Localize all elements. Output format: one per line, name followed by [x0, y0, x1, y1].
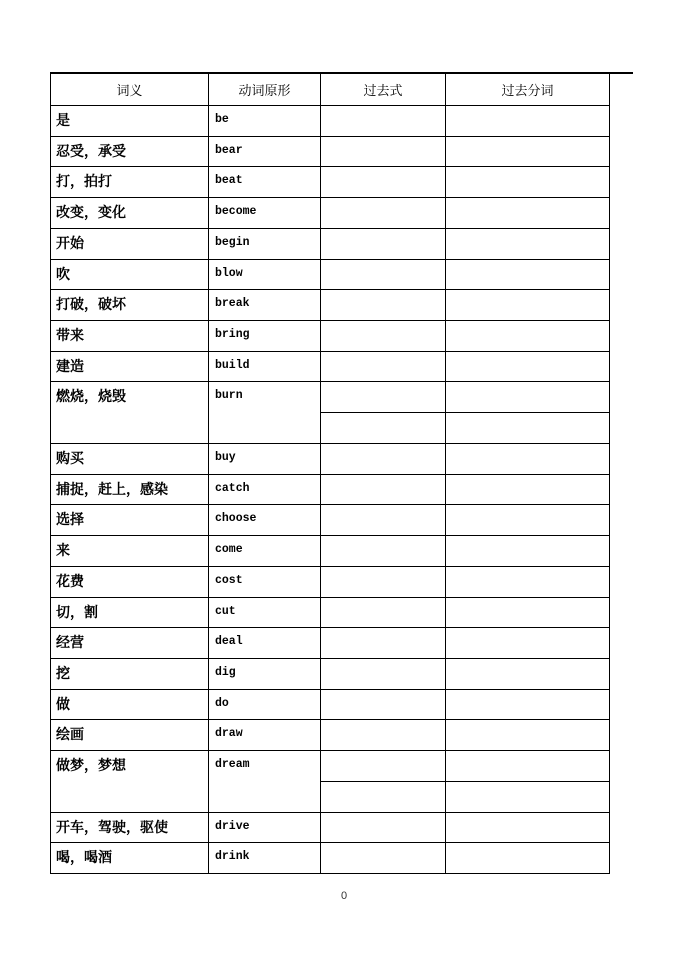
base-form-cell: catch [209, 474, 321, 505]
table-row [51, 259, 610, 290]
meaning-cell: 切，割 [51, 597, 209, 628]
table-row [51, 321, 610, 352]
past-participle-cell[interactable] [446, 566, 610, 597]
past-tense-cell[interactable] [321, 505, 446, 536]
meaning-cell: 购买 [51, 443, 209, 474]
base-form-cell: blow [209, 259, 321, 290]
header-past-participle: 过去分词 [446, 74, 610, 106]
base-form-cell: be [209, 106, 321, 137]
base-form-cell: break [209, 290, 321, 321]
past-tense-cell[interactable] [321, 658, 446, 689]
table-row [51, 566, 610, 597]
past-participle-cell[interactable] [446, 720, 610, 751]
base-form-cell: buy [209, 443, 321, 474]
base-form-cell: begin [209, 228, 321, 259]
table-row [51, 658, 610, 689]
base-form-cell: dig [209, 658, 321, 689]
past-tense-cell[interactable] [321, 106, 446, 137]
base-form-cell: deal [209, 628, 321, 659]
table-row [51, 198, 610, 229]
meaning-cell: 来 [51, 536, 209, 567]
base-form-cell: build [209, 351, 321, 382]
header-base-form: 动词原形 [209, 74, 321, 106]
past-tense-cell-variant-2[interactable] [321, 413, 446, 444]
meaning-cell: 打，拍打 [51, 167, 209, 198]
meaning-cell: 吹 [51, 259, 209, 290]
past-tense-cell[interactable] [321, 812, 446, 843]
meaning-cell: 带来 [51, 321, 209, 352]
meaning-cell: 是 [51, 106, 209, 137]
past-participle-cell[interactable] [446, 505, 610, 536]
meaning-cell: 捕捉，赶上，感染 [51, 474, 209, 505]
past-participle-cell-variant-2[interactable] [446, 781, 610, 812]
base-form-cell: burn [209, 382, 321, 443]
table-row [51, 228, 610, 259]
table-row [51, 536, 610, 567]
past-participle-cell[interactable] [446, 628, 610, 659]
past-tense-cell[interactable] [321, 628, 446, 659]
meaning-cell: 开始 [51, 228, 209, 259]
base-form-cell: drink [209, 843, 321, 874]
past-tense-cell[interactable] [321, 351, 446, 382]
meaning-cell: 开车，驾驶，驱使 [51, 812, 209, 843]
past-participle-cell[interactable] [446, 351, 610, 382]
base-form-cell: choose [209, 505, 321, 536]
past-tense-cell[interactable] [321, 259, 446, 290]
base-form-cell: come [209, 536, 321, 567]
table-row [51, 505, 610, 536]
past-participle-cell[interactable] [446, 536, 610, 567]
meaning-cell: 挖 [51, 658, 209, 689]
meaning-cell: 做 [51, 689, 209, 720]
past-tense-cell[interactable] [321, 720, 446, 751]
base-form-cell: bear [209, 136, 321, 167]
past-participle-cell[interactable] [446, 106, 610, 137]
past-tense-cell[interactable] [321, 597, 446, 628]
past-participle-cell[interactable] [446, 198, 610, 229]
table-row [51, 106, 610, 137]
meaning-cell: 忍受，承受 [51, 136, 209, 167]
past-participle-cell[interactable] [446, 689, 610, 720]
meaning-cell: 绘画 [51, 720, 209, 751]
table-row-split-top [51, 382, 610, 413]
past-tense-cell[interactable] [321, 228, 446, 259]
past-tense-cell[interactable] [321, 321, 446, 352]
meaning-cell: 改变，变化 [51, 198, 209, 229]
meaning-cell: 经营 [51, 628, 209, 659]
past-participle-cell[interactable] [446, 658, 610, 689]
irregular-verbs-table [50, 73, 610, 874]
past-tense-cell[interactable] [321, 843, 446, 874]
past-tense-cell-variant-1[interactable] [321, 751, 446, 782]
meaning-cell: 打破，破坏 [51, 290, 209, 321]
table-row [51, 167, 610, 198]
meaning-cell: 选择 [51, 505, 209, 536]
past-participle-cell[interactable] [446, 167, 610, 198]
past-tense-cell[interactable] [321, 443, 446, 474]
table-row [51, 474, 610, 505]
past-participle-cell[interactable] [446, 843, 610, 874]
past-tense-cell-variant-1[interactable] [321, 382, 446, 413]
past-participle-cell[interactable] [446, 228, 610, 259]
base-form-cell: drive [209, 812, 321, 843]
past-tense-cell-variant-2[interactable] [321, 781, 446, 812]
past-participle-cell[interactable] [446, 474, 610, 505]
base-form-cell: bring [209, 321, 321, 352]
past-tense-cell[interactable] [321, 136, 446, 167]
base-form-cell: cut [209, 597, 321, 628]
base-form-cell: draw [209, 720, 321, 751]
page-number: 0 [340, 890, 348, 902]
meaning-cell: 做梦，梦想 [51, 751, 209, 812]
base-form-cell: do [209, 689, 321, 720]
meaning-cell: 花费 [51, 566, 209, 597]
past-tense-cell[interactable] [321, 474, 446, 505]
base-form-cell: dream [209, 751, 321, 812]
past-participle-cell[interactable] [446, 321, 610, 352]
table-row [51, 689, 610, 720]
table-row [51, 628, 610, 659]
past-tense-cell[interactable] [321, 167, 446, 198]
base-form-cell: beat [209, 167, 321, 198]
past-participle-cell[interactable] [446, 290, 610, 321]
base-form-cell: become [209, 198, 321, 229]
header-row [51, 74, 610, 106]
past-participle-cell[interactable] [446, 597, 610, 628]
meaning-cell: 燃烧，烧毁 [51, 382, 209, 443]
past-participle-cell-variant-1[interactable] [446, 751, 610, 782]
past-tense-cell[interactable] [321, 290, 446, 321]
past-participle-cell[interactable] [446, 812, 610, 843]
past-participle-cell-variant-1[interactable] [446, 382, 610, 413]
table-row-split-top [51, 751, 610, 782]
meaning-cell: 建造 [51, 351, 209, 382]
past-participle-cell[interactable] [446, 443, 610, 474]
past-tense-cell[interactable] [321, 689, 446, 720]
table-row [51, 812, 610, 843]
base-form-cell: cost [209, 566, 321, 597]
past-tense-cell[interactable] [321, 566, 446, 597]
meaning-cell: 喝，喝酒 [51, 843, 209, 874]
header-past-tense: 过去式 [321, 74, 446, 106]
past-participle-cell-variant-2[interactable] [446, 413, 610, 444]
header-meaning: 词义 [51, 74, 209, 106]
table-row [51, 843, 610, 874]
past-tense-cell[interactable] [321, 536, 446, 567]
past-tense-cell[interactable] [321, 198, 446, 229]
table-row [51, 136, 610, 167]
table-row [51, 290, 610, 321]
past-participle-cell[interactable] [446, 136, 610, 167]
table-row [51, 443, 610, 474]
table-row [51, 351, 610, 382]
table-row [51, 720, 610, 751]
table-row [51, 597, 610, 628]
past-participle-cell[interactable] [446, 259, 610, 290]
